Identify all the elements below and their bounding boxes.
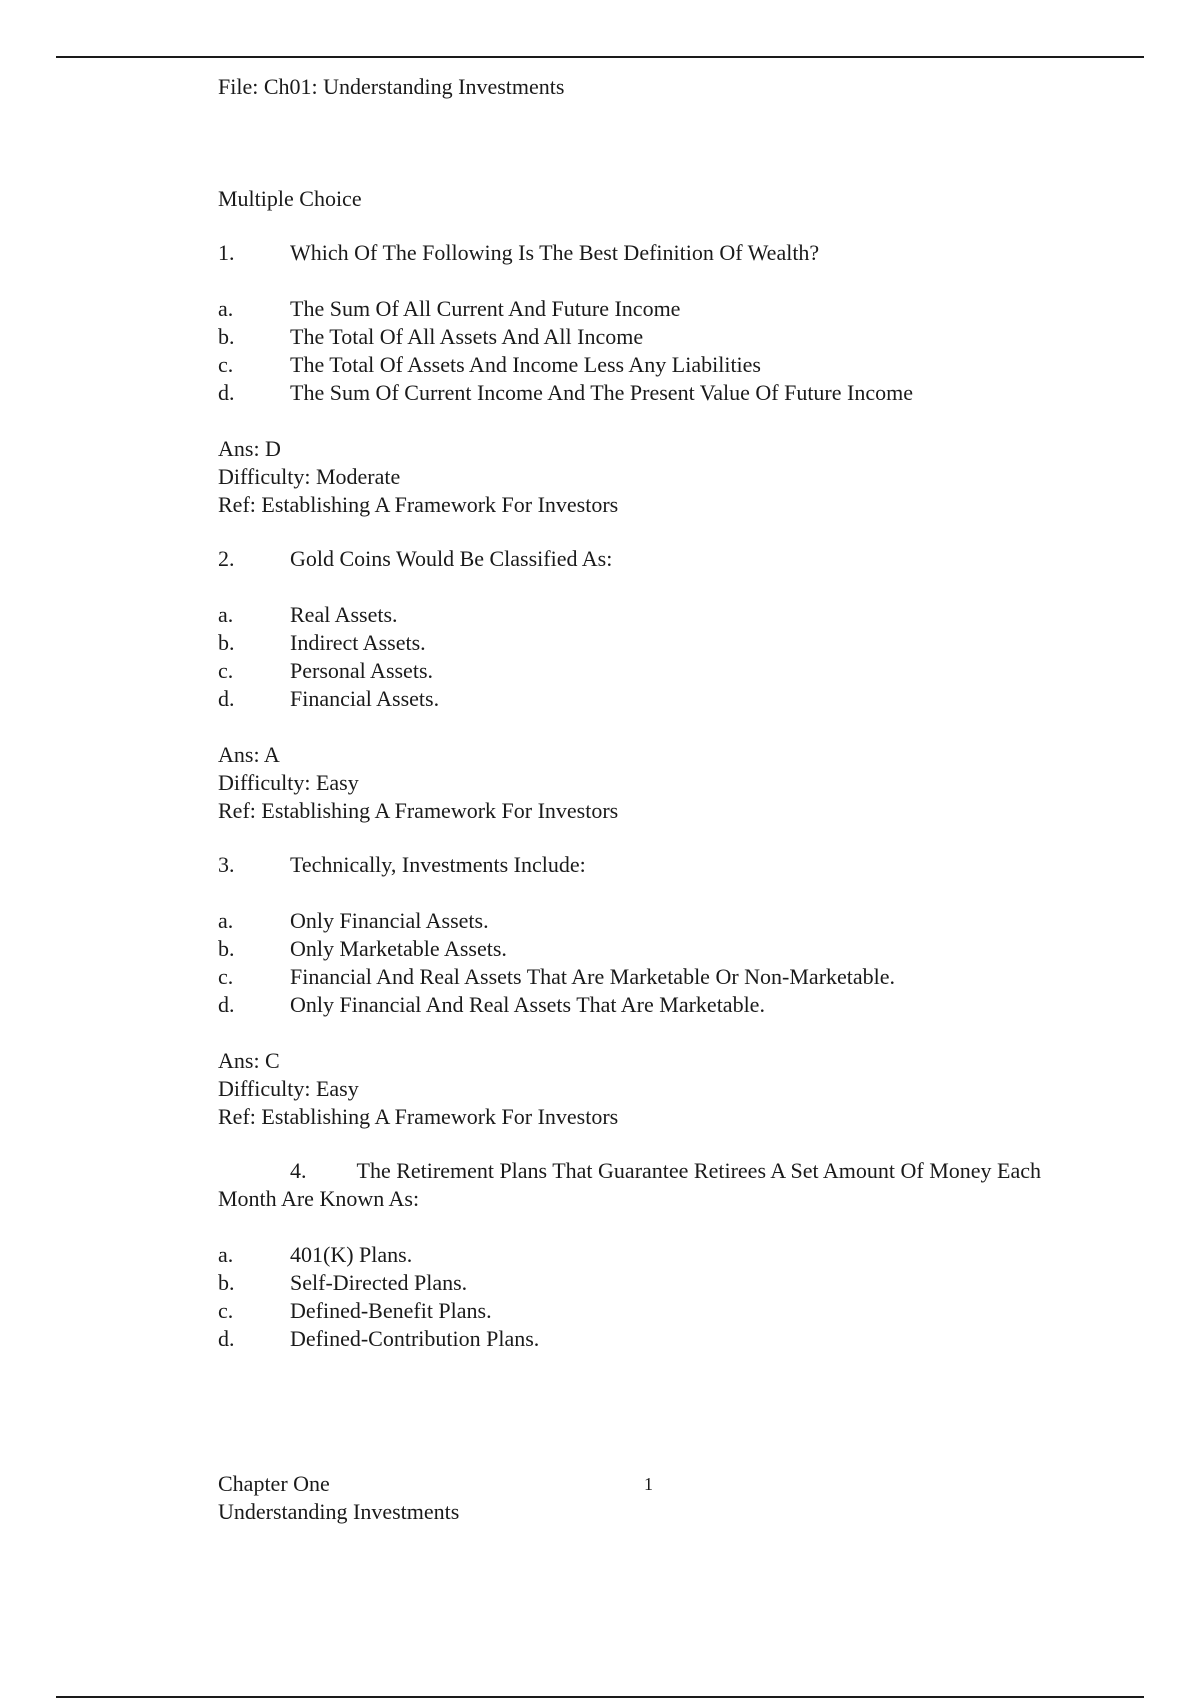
reference: Ref: Establishing A Framework For Investors bbox=[218, 492, 619, 517]
option-letter: d. bbox=[218, 992, 235, 1017]
page-footer bbox=[218, 1470, 1098, 1526]
option-text: Self-Directed Plans. bbox=[290, 1270, 468, 1295]
question-number: 1. bbox=[218, 240, 235, 265]
option-text: Financial And Real Assets That Are Marketable Or Non-Marketable. bbox=[290, 964, 896, 989]
option-text: The Total Of Assets And Income Less Any Liabilities bbox=[290, 352, 761, 377]
option-list bbox=[218, 907, 1098, 1019]
document-body bbox=[218, 73, 1098, 1353]
option-letter: a. bbox=[218, 602, 234, 627]
option-b bbox=[218, 935, 1098, 963]
reference: Ref: Establishing A Framework For Investors bbox=[218, 1104, 619, 1129]
option-b bbox=[218, 1269, 1098, 1297]
option-a bbox=[218, 601, 1098, 629]
option-c bbox=[218, 963, 1098, 991]
footer-subtitle: Understanding Investments bbox=[218, 1499, 460, 1524]
option-b bbox=[218, 629, 1098, 657]
answer-meta bbox=[218, 1047, 1098, 1131]
option-letter: a. bbox=[218, 1242, 234, 1267]
question-stem bbox=[218, 851, 1098, 879]
question-stem bbox=[218, 545, 1098, 573]
question-text: Gold Coins Would Be Classified As: bbox=[290, 546, 613, 571]
option-d bbox=[218, 991, 1098, 1019]
answer-meta bbox=[218, 435, 1098, 519]
option-letter: a. bbox=[218, 908, 234, 933]
option-text: Real Assets. bbox=[290, 602, 398, 627]
option-letter: c. bbox=[218, 964, 234, 989]
question-text: Which Of The Following Is The Best Definition Of Wealth? bbox=[290, 240, 820, 265]
reference: Ref: Establishing A Framework For Investors bbox=[218, 798, 619, 823]
question-text: The Retirement Plans That Guarantee Retirees A Set Amount Of Money Each Month Are Known As: bbox=[218, 1158, 1041, 1211]
option-letter: b. bbox=[218, 1270, 235, 1295]
option-text: Defined-Contribution Plans. bbox=[290, 1326, 540, 1351]
option-a bbox=[218, 295, 1098, 323]
question-text: Technically, Investments Include: bbox=[290, 852, 586, 877]
question-number: 4. bbox=[290, 1158, 307, 1183]
section-title: Multiple Choice bbox=[218, 186, 362, 211]
question-stem bbox=[218, 1157, 1098, 1213]
option-text: Only Marketable Assets. bbox=[290, 936, 507, 961]
question-2 bbox=[218, 545, 1098, 825]
option-a bbox=[218, 907, 1098, 935]
top-rule bbox=[56, 56, 1144, 58]
question-3 bbox=[218, 851, 1098, 1131]
answer: Ans: D bbox=[218, 436, 281, 461]
option-text: Only Financial Assets. bbox=[290, 908, 489, 933]
option-a bbox=[218, 1241, 1098, 1269]
answer-meta bbox=[218, 741, 1098, 825]
question-number: 3. bbox=[218, 852, 235, 877]
option-letter: c. bbox=[218, 658, 234, 683]
option-letter: c. bbox=[218, 1298, 234, 1323]
option-letter: b. bbox=[218, 630, 235, 655]
option-d bbox=[218, 379, 1098, 407]
option-text: Indirect Assets. bbox=[290, 630, 426, 655]
option-letter: a. bbox=[218, 296, 234, 321]
question-number: 2. bbox=[218, 546, 235, 571]
option-text: Personal Assets. bbox=[290, 658, 433, 683]
option-list bbox=[218, 295, 1098, 407]
question-stem bbox=[218, 239, 1098, 267]
option-text: The Sum Of Current Income And The Present Value Of Future Income bbox=[290, 380, 913, 405]
option-c bbox=[218, 657, 1098, 685]
option-text: 401(K) Plans. bbox=[290, 1242, 413, 1267]
footer-chapter: Chapter One bbox=[218, 1471, 330, 1496]
page-number: 1 bbox=[644, 1474, 653, 1494]
question-4 bbox=[218, 1157, 1098, 1353]
option-d bbox=[218, 1325, 1098, 1353]
difficulty: Difficulty: Easy bbox=[218, 770, 359, 795]
option-letter: b. bbox=[218, 324, 235, 349]
option-letter: d. bbox=[218, 686, 235, 711]
bottom-rule bbox=[56, 1696, 1144, 1698]
file-title: File: Ch01: Understanding Investments bbox=[218, 74, 565, 99]
option-letter: c. bbox=[218, 352, 234, 377]
option-b bbox=[218, 323, 1098, 351]
option-text: The Total Of All Assets And All Income bbox=[290, 324, 644, 349]
option-text: Defined-Benefit Plans. bbox=[290, 1298, 492, 1323]
question-1 bbox=[218, 239, 1098, 519]
option-text: The Sum Of All Current And Future Income bbox=[290, 296, 681, 321]
answer: Ans: A bbox=[218, 742, 280, 767]
option-list bbox=[218, 1241, 1098, 1353]
option-d bbox=[218, 685, 1098, 713]
option-text: Financial Assets. bbox=[290, 686, 440, 711]
answer: Ans: C bbox=[218, 1048, 280, 1073]
option-c bbox=[218, 1297, 1098, 1325]
option-letter: b. bbox=[218, 936, 235, 961]
option-c bbox=[218, 351, 1098, 379]
option-text: Only Financial And Real Assets That Are Marketable. bbox=[290, 992, 765, 1017]
difficulty: Difficulty: Moderate bbox=[218, 464, 401, 489]
option-list bbox=[218, 601, 1098, 713]
option-letter: d. bbox=[218, 380, 235, 405]
option-letter: d. bbox=[218, 1326, 235, 1351]
difficulty: Difficulty: Easy bbox=[218, 1076, 359, 1101]
